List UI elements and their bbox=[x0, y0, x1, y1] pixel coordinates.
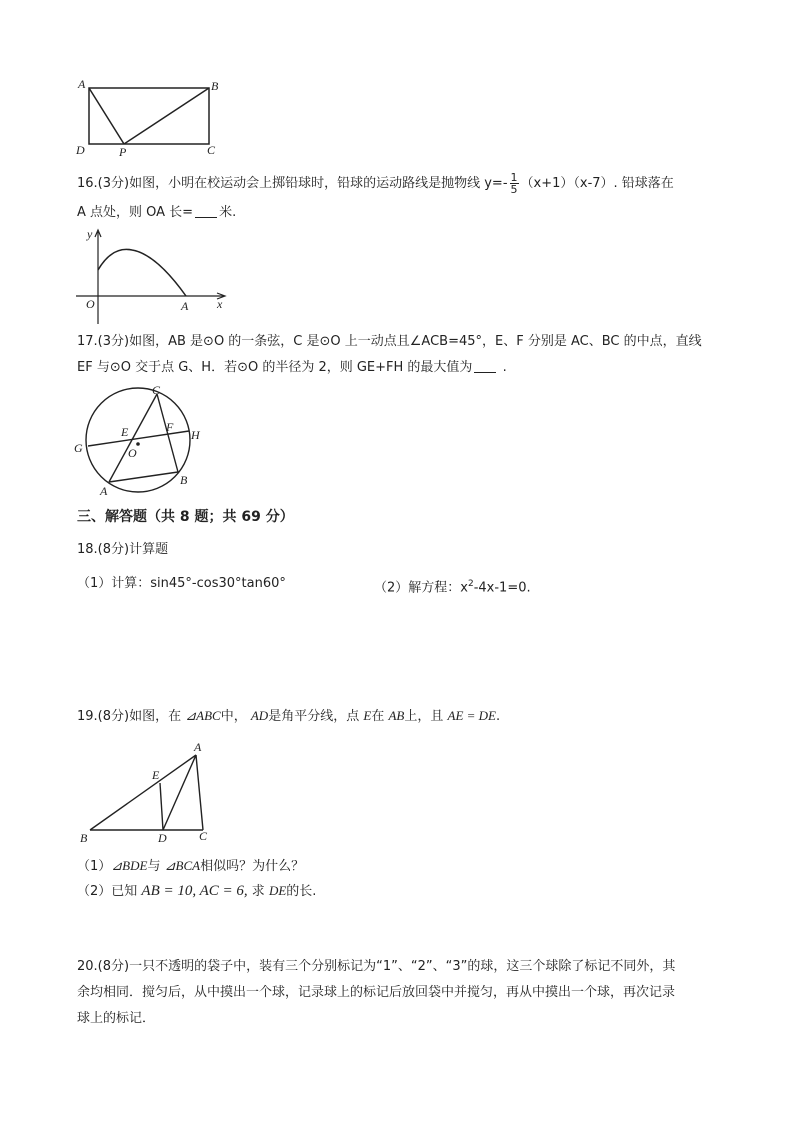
label-b: B bbox=[211, 79, 219, 93]
label-a: A bbox=[181, 299, 189, 313]
q20-line1-text: )一只不透明的袋子中，装有三个分别标记为“1”、“2”、“3”的球，这三个球除了标记不同外，其 bbox=[124, 959, 676, 974]
q20-line2: 余均相同．搅匀后，从中摸出一个球，记录球上的标记后放回袋中并搅匀，再从中摸出一个球，再次记录 bbox=[77, 985, 676, 1000]
q19-part2-de: DE bbox=[268, 883, 287, 898]
q19-text-e: 上，且 bbox=[404, 709, 444, 724]
label-g: G bbox=[74, 441, 83, 455]
q19-text-c: 是角平分线，点 bbox=[268, 709, 360, 724]
q17-answer-blank bbox=[474, 360, 496, 373]
q19-text-b: 中， bbox=[220, 709, 247, 724]
q16-line1 bbox=[77, 172, 674, 195]
q16-frac-num: 1 bbox=[510, 171, 518, 184]
label-c: C bbox=[199, 829, 208, 843]
q19-part2-a: （2）已知 bbox=[77, 884, 138, 899]
circle-figure bbox=[72, 384, 212, 500]
label-a: A bbox=[100, 484, 108, 498]
q18-prefix: 18.( bbox=[77, 542, 103, 557]
q16-line2-b: 米. bbox=[219, 205, 237, 220]
q19-ad: AD bbox=[250, 708, 269, 723]
q16-line2 bbox=[77, 204, 236, 222]
q18-part2-sup: 2 bbox=[467, 579, 474, 589]
label-f: F bbox=[166, 420, 174, 434]
triangle-figure bbox=[76, 738, 216, 848]
label-c: C bbox=[207, 143, 216, 157]
q18-part2-a: （2）解方程：x bbox=[374, 580, 468, 596]
q20-score: 8分 bbox=[102, 959, 125, 974]
q16-score: 3分 bbox=[102, 176, 125, 191]
q16-text-a: )如图，小明在校运动会上掷铅球时，铅球的运动路线是抛物线 y=- bbox=[124, 176, 508, 191]
q19-equation: AE = DE bbox=[447, 708, 496, 723]
label-x: x bbox=[217, 297, 223, 311]
label-h: H bbox=[191, 428, 200, 442]
q19-part2 bbox=[77, 882, 316, 901]
q19-score: 8分 bbox=[102, 709, 125, 724]
section-three-title: 三、解答题（共 8 题；共 69 分） bbox=[77, 509, 294, 525]
q18-line1 bbox=[77, 541, 168, 559]
q17-line2-b: . bbox=[502, 360, 507, 375]
q19-ab: AB bbox=[388, 708, 405, 723]
label-o: O bbox=[128, 446, 137, 460]
q19-part1-b: 与 bbox=[147, 859, 161, 874]
q19-part1-c: 相似吗？为什么？ bbox=[200, 859, 305, 874]
parabola-figure bbox=[74, 224, 234, 328]
q17-line2-a: EF 与⊙O 交于点 G、H．若⊙O 的半径为 2，则 GE+FH 的最大值为 bbox=[77, 360, 473, 375]
q16-answer-blank bbox=[195, 205, 217, 218]
q17-text-a: )如图，AB 是⊙O 的一条弦，C 是⊙O 上一动点且∠ACB=45°，E、F 分别是 AC、BC 的中点，直线 bbox=[124, 334, 702, 349]
q18-part1: （1）计算：sin45°-cos30°tan60° bbox=[77, 576, 286, 591]
label-a: A bbox=[194, 740, 202, 754]
q18-score: 8分 bbox=[102, 542, 125, 557]
q19-prefix: 19.( bbox=[77, 709, 103, 724]
q19-part1 bbox=[77, 857, 304, 876]
q20-line1 bbox=[77, 958, 675, 976]
q16-frac-den: 5 bbox=[510, 183, 518, 196]
q19-line1 bbox=[77, 707, 500, 726]
q17-score: 3分 bbox=[102, 334, 125, 349]
q20-line3: 球上的标记． bbox=[77, 1011, 156, 1026]
q17-prefix: 17.( bbox=[77, 334, 103, 349]
q18-part2-b: -4x-1=0. bbox=[473, 580, 531, 596]
rectangle-figure bbox=[72, 76, 232, 160]
label-e: E bbox=[121, 425, 129, 439]
label-d: D bbox=[76, 143, 85, 157]
label-b: B bbox=[80, 831, 88, 845]
label-d: D bbox=[158, 831, 167, 845]
q19-part2-c: 的长. bbox=[286, 884, 317, 899]
label-y: y bbox=[87, 227, 93, 241]
label-e: E bbox=[152, 768, 160, 782]
q17-line2 bbox=[77, 359, 507, 377]
q18-text: )计算题 bbox=[124, 542, 169, 557]
q16-fraction bbox=[510, 172, 519, 195]
label-o: O bbox=[86, 297, 95, 311]
q16-line2-a: A 点处，则 OA 长= bbox=[77, 205, 194, 220]
label-b: B bbox=[180, 473, 188, 487]
q16-text-b: （x+1）（x-7）. 铅球落在 bbox=[520, 176, 674, 191]
q18-part2 bbox=[374, 575, 531, 597]
q20-prefix: 20.( bbox=[77, 959, 103, 974]
label-p: P bbox=[119, 145, 127, 159]
q17-line1 bbox=[77, 333, 702, 351]
q19-part2-b: 求 bbox=[251, 884, 265, 899]
q19-text-f: . bbox=[496, 709, 501, 724]
q19-e: E bbox=[363, 708, 372, 723]
q19-part2-eq: AB = 10, AC = 6, bbox=[141, 883, 248, 899]
q19-text-a: )如图，在 bbox=[124, 709, 182, 724]
q16-prefix: 16.( bbox=[77, 176, 103, 191]
label-c: C bbox=[152, 384, 161, 397]
label-a: A bbox=[78, 77, 86, 91]
q19-part1-t1: ⊿BDE bbox=[111, 858, 148, 873]
q19-triangle: ⊿ABC bbox=[185, 708, 221, 723]
q19-part1-a: （1） bbox=[77, 859, 112, 874]
q19-text-d: 在 bbox=[371, 709, 385, 724]
q19-part1-t2: ⊿BCA bbox=[164, 858, 201, 873]
